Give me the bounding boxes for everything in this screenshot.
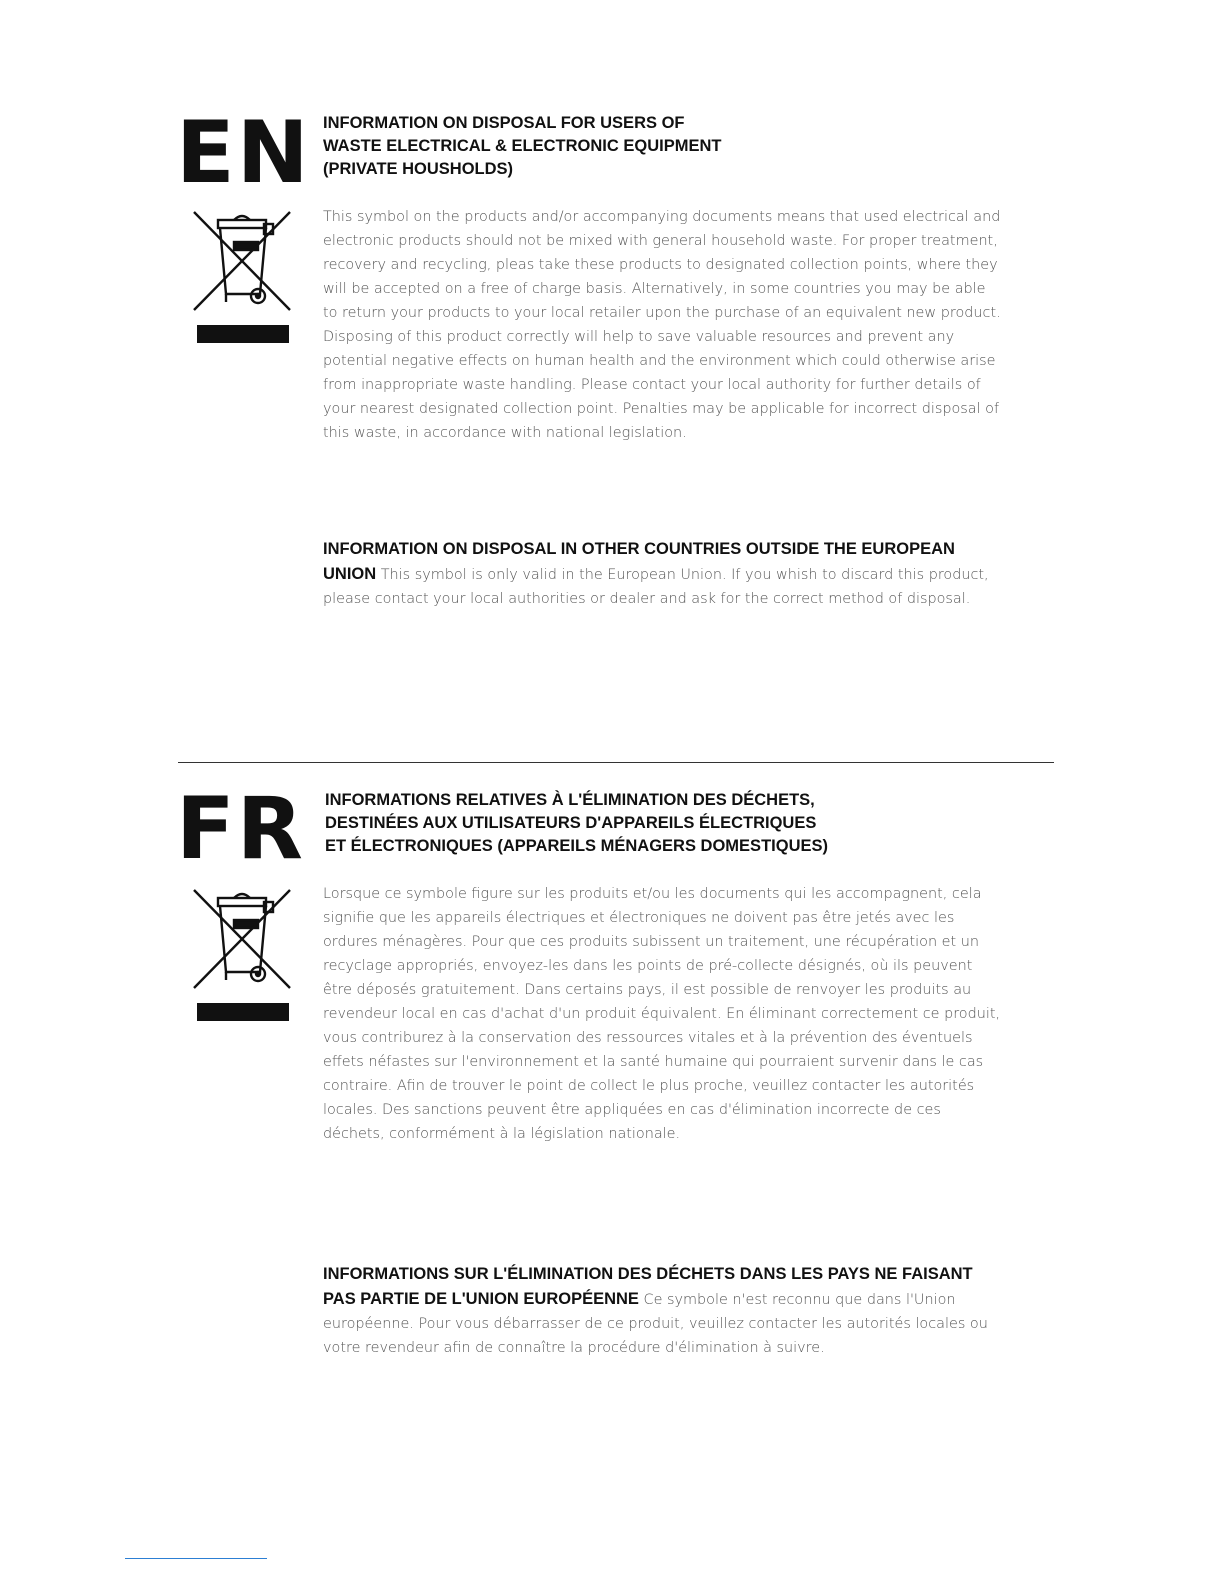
fr-outside-eu-heading: INFORMATIONS SUR L'ÉLIMINATION DES DÉCHETS DANS LES PAYS NE FAISANT PAS PARTIE DE L'UNION EUROPÉENNE [323,1265,973,1308]
en-body-paragraph: This symbol on the products and/or accompanying documents means that used electrical and electronic products should not be mixed with general household waste. For proper treatment, recovery and recycling, pleas take these products to designated collection points, where they will be accepted on a free of charge basis. Alternatively, in some countries you may be able to return your products to your local retailer upon the purchase of an equivalent new product. Disposing of this product correctly will help to save valuable resources and prevent any potential negative effects on human health and the environment which could otherwise arise from inappropriate waste handling. Please contact your local authority for further details of your nearest designated collection point. Penalties may be applicable for incorrect disposal of this waste, in accordance with national legislation. [323,209,1001,441]
weee-underline-bar [197,1003,289,1021]
fr-heading-line-3: ET ÉLECTRONIQUES (APPAREILS MÉNAGERS DOMESTIQUES) [325,837,828,855]
en-outside-eu-heading: INFORMATION ON DISPOSAL IN OTHER COUNTRIES OUTSIDE THE EUROPEAN UNION [323,540,955,583]
crossed-out-wheelie-bin-icon [190,208,294,314]
en-heading-line-2: WASTE ELECTRICAL & ELECTRONIC EQUIPMENT [323,137,722,155]
language-code-fr: FR [176,779,305,879]
crossed-out-wheelie-bin-icon [190,886,294,992]
en-outside-eu-body: This symbol is only valid in the European Union. If you whish to discard this product, please contact your local authorities or dealer and ask for the correct method of disposal. [323,567,989,607]
fr-body-paragraph: Lorsque ce symbole figure sur les produits et/ou les documents qui les accompagnent, cela signifie que les appareils électriques et électroniques ne doivent pas être jetés avec les ordures ménagères. Pour que ces produits subissent un traitement, une récupération et un recyclage appropriés, envoyez-les dans les points de pré-collecte désignés, où ils peuvent être déposés gratuitement. Dans certains pays, il est possible de renvoyer les produits au revendeur local en cas d'achat d'un produit équivalent. En éliminant correctement ce produit, vous contriburez à la conservation des ressources vitales et à la prévention des éventuels effets néfastes sur l'environnement et la santé humaine qui pourraient survenir dans le cas contraire. Afin de trouver le point de collect le plus proche, veuillez contacter les autorités locales. Des sanctions peuvent être appliquées en cas d'élimination incorrecte de ces déchets, conformément à la législation nationale. [323,886,1001,1142]
language-code-en: EN [176,103,311,203]
en-outside-eu-paragraph [323,537,1003,611]
fr-heading-line-2: DESTINÉES AUX UTILISATEURS D'APPAREILS ÉLECTRIQUES [325,814,817,832]
fr-outside-eu-paragraph [323,1262,1003,1360]
fr-heading [325,789,828,858]
en-heading-line-3: (PRIVATE HOUSHOLDS) [323,160,514,178]
fr-heading-line-1: INFORMATIONS RELATIVES À L'ÉLIMINATION DES DÉCHETS, [325,791,815,809]
weee-underline-bar [197,325,289,343]
fr-outside-eu-body: Ce symbole n'est reconnu que dans l'Union européenne. Pour vous débarrasser de ce produit, veuillez contacter les autorités locales ou votre revendeur afin de connaître la procédure d'élimination à suivre. [323,1292,988,1356]
footer-rule [125,1558,267,1559]
section-divider [178,762,1054,763]
en-heading [323,112,721,181]
en-heading-line-1: INFORMATION ON DISPOSAL FOR USERS OF [323,114,685,132]
